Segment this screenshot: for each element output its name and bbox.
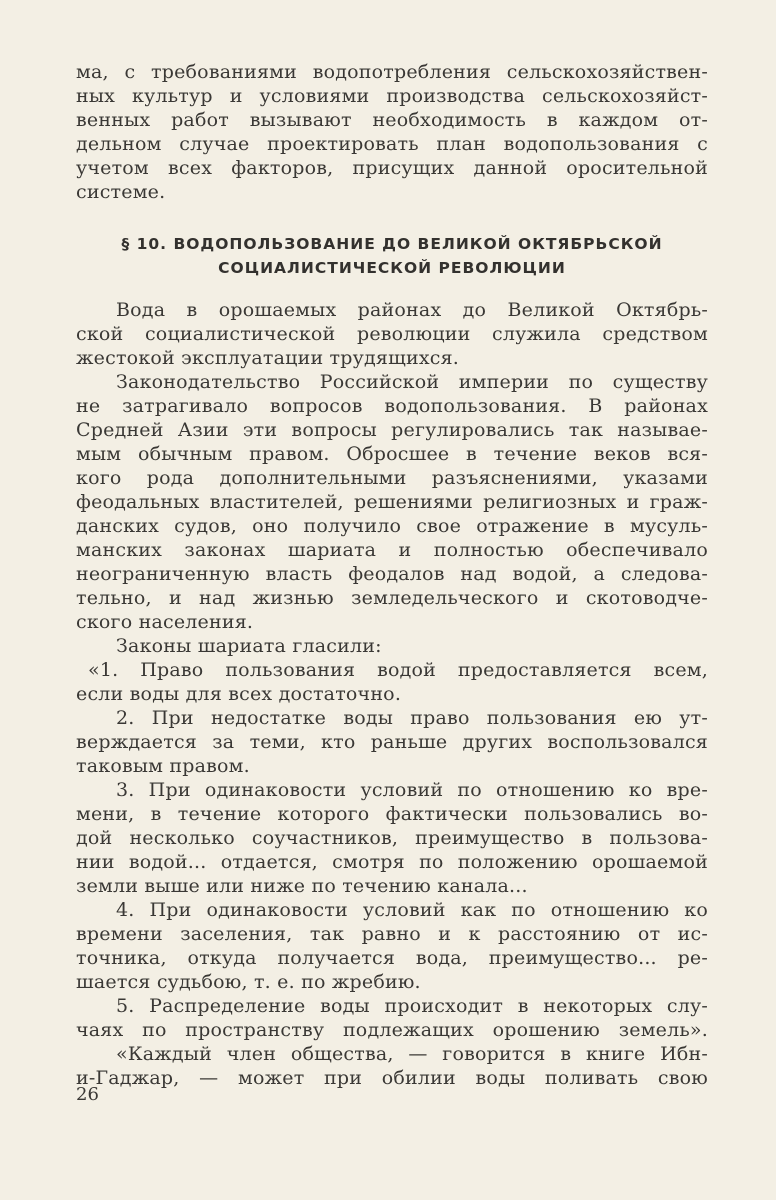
text-line: Вода в орошаемых районах до Великой Октябрь- xyxy=(116,299,708,321)
text-line: неограниченную власть феодалов над водой, а следова- xyxy=(76,563,708,585)
text-line: ных культур и условиями производства сельскохозяйст- xyxy=(76,85,708,107)
text-line: 4. При одинаковости условий как по отношению ко xyxy=(116,899,708,921)
text-line: жестокой эксплуатации трудящихся. xyxy=(76,347,460,369)
text-line: ской социалистической революции служила средством xyxy=(76,323,708,345)
text-line: манских законах шариата и полностью обеспечивало xyxy=(76,539,708,561)
text-line: таковым правом. xyxy=(76,755,250,777)
text-line: учетом всех факторов, присущих данной оросительной xyxy=(76,157,708,179)
text-line: не затрагивало вопросов водопользования. В районах xyxy=(76,395,708,417)
text-line: феодальных властителей, решениями религиозных и граж- xyxy=(76,491,708,513)
text-line: дой несколько соучастников, преимущество в пользова- xyxy=(76,827,708,849)
section-heading-line-2: СОЦИАЛИСТИЧЕСКОЙ РЕВОЛЮЦИИ xyxy=(218,259,566,277)
text-line: «Каждый член общества, — говорится в книге Ибн- xyxy=(116,1043,708,1065)
text-line: и-Гаджар, — может при обилии воды поливать свою xyxy=(76,1067,708,1089)
text-line: земли выше или ниже по течению канала... xyxy=(76,875,528,897)
text-line: если воды для всех достаточно. xyxy=(76,683,402,705)
text-line: кого рода дополнительными разъяснениями, указами xyxy=(76,467,708,489)
text-line: тельно, и над жизнью земледельческого и скотоводче- xyxy=(76,587,708,609)
text-line: Законодательство Российской империи по существу xyxy=(116,371,708,393)
text-line: мым обычным правом. Обросшее в течение веков вся- xyxy=(76,443,708,465)
text-line: данских судов, оно получило свое отражение в мусуль- xyxy=(76,515,708,537)
text-line: ского населения. xyxy=(76,611,254,633)
text-line: Законы шариата гласили: xyxy=(116,635,382,657)
text-line: чаях по пространству подлежащих орошению земель». xyxy=(76,1019,708,1041)
text-line: нии водой... отдается, смотря по положению орошаемой xyxy=(76,851,708,873)
text-line: времени заселения, так равно и к расстоянию от ис- xyxy=(76,923,708,945)
text-line: венных работ вызывают необходимость в каждом от- xyxy=(76,109,708,131)
section-heading xyxy=(76,232,708,280)
text-line: ма, с требованиями водопотребления сельскохозяйствен- xyxy=(76,61,708,83)
section-heading-line-1: § 10. ВОДОПОЛЬЗОВАНИЕ ДО ВЕЛИКОЙ ОКТЯБРЬСКОЙ xyxy=(121,235,663,253)
text-line: верждается за теми, кто раньше других воспользовался xyxy=(76,731,708,753)
text-line: системе. xyxy=(76,181,166,203)
page-number: 26 xyxy=(76,1084,99,1105)
text-line: мени, в течение которого фактически пользовались во- xyxy=(76,803,708,825)
text-line: шается судьбою, т. е. по жребию. xyxy=(76,971,421,993)
text-line: точника, откуда получается вода, преимущество... ре- xyxy=(76,947,708,969)
text-line: «1. Право пользования водой предоставляется всем, xyxy=(88,659,708,681)
text-line: 2. При недостатке воды право пользования ею ут- xyxy=(116,707,708,729)
text-line: дельном случае проектировать план водопользования с xyxy=(76,133,708,155)
text-line: Средней Азии эти вопросы регулировались так называе- xyxy=(76,419,708,441)
text-line: 3. При одинаковости условий по отношению ко вре- xyxy=(116,779,708,801)
text-line: 5. Распределение воды происходит в некоторых слу- xyxy=(116,995,708,1017)
